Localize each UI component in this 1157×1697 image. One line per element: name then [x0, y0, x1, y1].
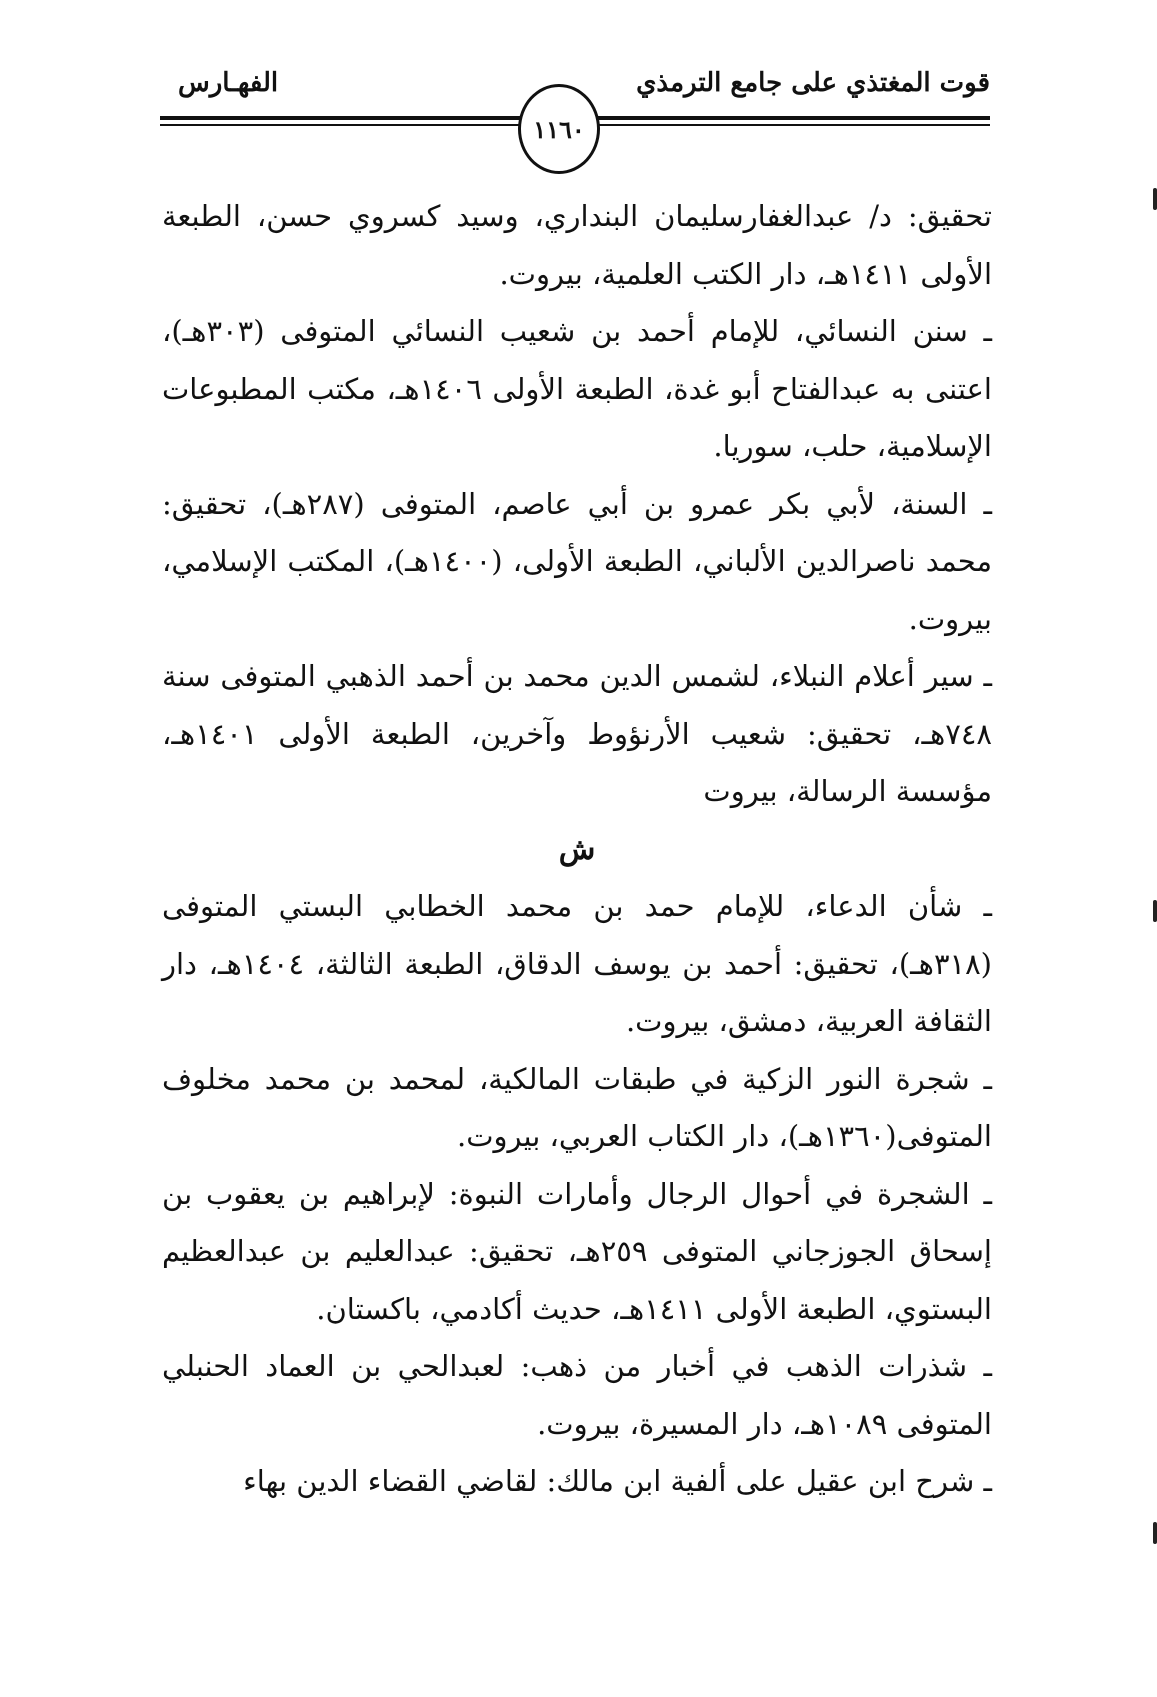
bibliography-entry: تحقيق: د/ عبدالغفارسليمان البنداري، وسيد كسروي حسن، الطبعة الأولى ١٤١١هـ، دار الكتب العلمية، بيروت.	[162, 199, 992, 291]
letter-heading: ش	[558, 831, 596, 867]
bibliography-entry: ـ شرح ابن عقيل على ألفية ابن مالك: لقاضي القضاء الدين بهاء	[243, 1464, 992, 1498]
bibliography-entry: ـ شأن الدعاء، للإمام حمد بن محمد الخطابي البستي المتوفى (٣١٨هـ)، تحقيق: أحمد بن يوسف الدقاق، الطبعة الثالثة، ١٤٠٤هـ، دار الثقافة العربية، دمشق، بيروت.	[162, 889, 992, 1038]
bibliography-entry: ـ الشجرة في أحوال الرجال وأمارات النبوة: لإبراهيم بن يعقوب بن إسحاق الجوزجاني المتوفى ٢٥٩هـ، تحقيق: عبدالعليم بن عبدالعظيم البستوي، الطبعة الأولى ١٤١١هـ، حديث أكادمي، باكستان.	[162, 1176, 992, 1326]
margin-mark	[1153, 1522, 1157, 1544]
header-rule-left-thick	[160, 116, 520, 120]
header-rule-right-thin	[592, 124, 990, 126]
bibliography-entry: ـ سنن النسائي، للإمام أحمد بن شعيب النسائي المتوفى (٣٠٣هـ)، اعتنى به عبدالفتاح أبو غدة، الطبعة الأولى ١٤٠٦هـ، مكتب المطبوعات الإسلامية، حلب، سوريا.	[162, 314, 992, 463]
bibliography-entry: ـ سير أعلام النبلاء، لشمس الدين محمد بن أحمد الذهبي المتوفى سنة ٧٤٨هـ، تحقيق: شعيب الأرنؤوط وآخرين، الطبعة الأولى ١٤٠١هـ، مؤسسة الرسالة، بيروت	[162, 659, 992, 808]
bibliography-entry: ـ شجرة النور الزكية في طبقات المالكية، لمحمد بن محمد مخلوف المتوفى(١٣٦٠هـ)، دار الكتاب العربي، بيروت.	[162, 1061, 992, 1153]
book-title: قوت المغتذي على جامع الترمذي	[636, 68, 990, 98]
page-number: ١١٦٠	[518, 84, 600, 174]
header-rule-right-thick	[592, 116, 990, 120]
margin-mark	[1153, 900, 1157, 922]
page-header	[160, 64, 990, 164]
bibliography-entry: ـ السنة، لأبي بكر عمرو بن أبي عاصم، المتوفى (٢٨٧هـ)، تحقيق: محمد ناصرالدين الألباني، الطبعة الأولى، (١٤٠٠هـ)، المكتب الإسلامي، بيروت.	[162, 486, 992, 636]
section-title: الفهـارس	[178, 68, 279, 98]
bibliography-entry: ـ شذرات الذهب في أخبار من ذهب: لعبدالحي بن العماد الحنبلي المتوفى ١٠٨٩هـ، دار المسيرة، بيروت.	[162, 1349, 992, 1441]
header-rule-left-thin	[160, 124, 520, 126]
bibliography-list	[162, 188, 992, 1511]
margin-mark	[1153, 188, 1157, 210]
